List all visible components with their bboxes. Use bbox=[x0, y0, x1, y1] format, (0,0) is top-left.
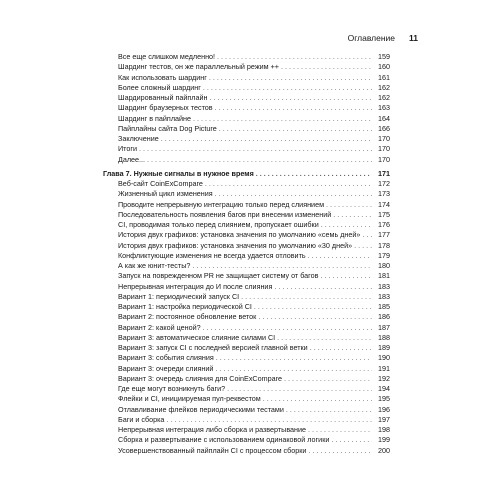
toc-entry-title: Непрерывная интеграция либо сборка и развертывание bbox=[118, 425, 307, 434]
toc-entry bbox=[103, 323, 390, 333]
toc-entry-page: 173 bbox=[378, 189, 390, 199]
toc-entry-page: 191 bbox=[378, 363, 390, 373]
toc-entry-title: Итоги bbox=[118, 144, 138, 154]
dot-leader bbox=[193, 114, 372, 124]
toc-entry-page: 186 bbox=[378, 312, 390, 322]
toc-entry-title: Где еще могут возникнуть баги? bbox=[118, 384, 226, 393]
dot-leader bbox=[203, 323, 372, 333]
toc-entry bbox=[103, 312, 390, 322]
toc-entry-title: Последовательность появления багов при внесении изменений bbox=[118, 209, 332, 219]
toc-entry-title: Пайплайны сайта Dog Picture bbox=[118, 123, 217, 133]
dot-leader bbox=[277, 333, 372, 343]
dot-leader bbox=[254, 302, 372, 312]
toc-entry-title: Как использовать шардинг bbox=[118, 72, 207, 82]
dot-leader bbox=[310, 343, 372, 353]
toc-entry bbox=[103, 261, 390, 271]
toc-entry-page: 189 bbox=[378, 343, 390, 352]
toc-entry-page: 177 bbox=[378, 230, 390, 240]
toc-entry bbox=[103, 52, 390, 62]
dot-leader bbox=[203, 83, 372, 93]
toc-entry bbox=[103, 230, 390, 240]
toc-entry-title: Непрерывная интеграция до И после слияния bbox=[118, 281, 273, 291]
toc-entry-page: 162 bbox=[378, 93, 390, 102]
toc-entry bbox=[103, 155, 390, 165]
dot-leader bbox=[286, 405, 372, 415]
toc-entry bbox=[103, 333, 390, 343]
toc-entry bbox=[103, 83, 390, 93]
toc-entry-title: CI, проводимая только перед слиянием, пропускает ошибки bbox=[118, 220, 319, 229]
toc-entry-page: 199 bbox=[378, 435, 390, 445]
toc-entry bbox=[103, 415, 390, 425]
toc-entry-title: Вариант 3: очереди слияний bbox=[118, 363, 214, 373]
toc-entry bbox=[103, 93, 390, 103]
table-of-contents bbox=[103, 52, 390, 456]
toc-entry bbox=[103, 405, 390, 415]
toc-entry-title: История двух графиков: установка значения по умолчанию «30 дней» bbox=[118, 240, 353, 250]
toc-entry-title: Заключение bbox=[118, 134, 159, 143]
dot-leader bbox=[274, 282, 372, 292]
toc-entry-page: 187 bbox=[378, 322, 390, 332]
dot-leader bbox=[284, 374, 372, 384]
toc-entry-title: Вариант 3: очередь слияния для CoinExCompare bbox=[118, 373, 282, 383]
toc-entry bbox=[103, 103, 390, 113]
toc-entry-page: 180 bbox=[378, 261, 390, 270]
toc-entry-page: 195 bbox=[378, 394, 390, 404]
toc-entry bbox=[103, 374, 390, 384]
toc-entry-title: Шардинг в пайплайне bbox=[118, 113, 191, 123]
toc-entry bbox=[103, 425, 390, 435]
toc-entry bbox=[103, 241, 390, 251]
toc-entry-title: Глава 7. Нужные сигналы в нужное время bbox=[103, 168, 254, 178]
toc-entry-title: Вариант 1: периодический запуск CI bbox=[118, 291, 240, 301]
toc-entry bbox=[103, 179, 390, 189]
toc-entry bbox=[103, 189, 390, 199]
toc-entry-title: Шардинг тестов, он же параллельный режим ++ bbox=[118, 62, 279, 72]
toc-entry bbox=[103, 302, 390, 312]
dot-leader bbox=[354, 241, 372, 251]
dot-leader bbox=[321, 220, 372, 230]
toc-entry bbox=[103, 394, 390, 404]
dot-leader bbox=[192, 261, 372, 271]
dot-leader bbox=[241, 292, 372, 302]
toc-entry-title: А как же юнит-тесты? bbox=[118, 261, 191, 270]
toc-entry-title: Проводите непрерывную интеграцию только перед слиянием bbox=[118, 199, 325, 209]
dot-leader bbox=[215, 189, 372, 199]
toc-entry-title: Флейки и CI, инициируемая пул-реквестом bbox=[118, 394, 261, 404]
dot-leader bbox=[216, 353, 372, 363]
toc-chapter-entry bbox=[103, 169, 390, 179]
toc-entry-title: История двух графиков: установка значения по умолчанию «семь дней» bbox=[118, 230, 361, 240]
page-number: 11 bbox=[409, 33, 418, 43]
toc-entry-page: 185 bbox=[378, 302, 390, 311]
toc-entry-title: Баги и сборка bbox=[118, 414, 165, 424]
dot-leader bbox=[331, 435, 372, 445]
toc-entry bbox=[103, 114, 390, 124]
dot-leader bbox=[320, 271, 372, 281]
toc-entry-page: 183 bbox=[378, 291, 390, 301]
toc-entry-title: Все еще слишком медленно! bbox=[118, 52, 216, 61]
toc-entry-page: 175 bbox=[378, 209, 390, 219]
toc-entry-title: Вариант 1: настройка периодической CI bbox=[118, 302, 252, 311]
toc-entry-page: 164 bbox=[378, 113, 390, 123]
dot-leader bbox=[139, 144, 372, 154]
toc-entry bbox=[103, 292, 390, 302]
toc-entry-page: 178 bbox=[378, 240, 390, 250]
toc-entry-title: Запуск на поврежденном PR не защищает систему от багов bbox=[118, 271, 319, 281]
dot-leader bbox=[166, 415, 372, 425]
toc-entry-page: 196 bbox=[378, 404, 390, 414]
toc-entry bbox=[103, 364, 390, 374]
toc-entry bbox=[103, 200, 390, 210]
toc-entry-page: 166 bbox=[378, 123, 390, 133]
dot-leader bbox=[161, 134, 372, 144]
dot-leader bbox=[258, 312, 372, 322]
toc-entry bbox=[103, 144, 390, 154]
toc-entry bbox=[103, 73, 390, 83]
dot-leader bbox=[215, 103, 372, 113]
dot-leader bbox=[209, 93, 372, 103]
toc-entry-title: Далее... bbox=[118, 154, 146, 164]
dot-leader bbox=[308, 446, 372, 456]
dot-leader bbox=[215, 364, 372, 374]
toc-entry-page: 200 bbox=[378, 445, 390, 455]
toc-entry-title: Усовершенствованный пайплайн CI с процессом сборки bbox=[118, 445, 307, 455]
toc-entry-page: 190 bbox=[378, 353, 390, 363]
toc-entry-page: 176 bbox=[378, 220, 390, 229]
toc-entry-page: 197 bbox=[378, 414, 390, 424]
toc-entry-page: 170 bbox=[378, 154, 390, 164]
toc-entry-page: 161 bbox=[378, 72, 390, 82]
dot-leader bbox=[219, 124, 372, 134]
toc-entry-title: Вариант 2: постоянное обновление веток bbox=[118, 312, 257, 322]
toc-entry bbox=[103, 62, 390, 72]
dot-leader bbox=[227, 384, 372, 394]
dot-leader bbox=[308, 425, 372, 435]
dot-leader bbox=[308, 251, 372, 261]
toc-entry-page: 162 bbox=[378, 82, 390, 92]
toc-entry-title: Вариант 3: запуск CI с последней версией главной ветки bbox=[118, 343, 308, 352]
dot-leader bbox=[209, 73, 372, 83]
toc-entry-page: 188 bbox=[378, 332, 390, 342]
toc-entry-title: Вариант 3: автоматическое слияние силами CI bbox=[118, 332, 276, 342]
toc-entry bbox=[103, 384, 390, 394]
dot-leader bbox=[362, 230, 372, 240]
toc-entry-page: 172 bbox=[378, 179, 390, 188]
dot-leader bbox=[217, 52, 372, 62]
toc-entry-page: 160 bbox=[378, 62, 390, 72]
toc-entry-title: Шардированный пайплайн bbox=[118, 93, 208, 102]
toc-entry-title: Шардинг браузерных тестов bbox=[118, 103, 213, 113]
toc-entry-title: Отлавливание флейков периодическими тестами bbox=[118, 404, 284, 414]
dot-leader bbox=[281, 62, 372, 72]
toc-entry-title: Вариант 3: события слияния bbox=[118, 353, 214, 363]
toc-entry bbox=[103, 210, 390, 220]
toc-entry bbox=[103, 271, 390, 281]
dot-leader bbox=[333, 210, 372, 220]
toc-entry-title: Вариант 2: какой ценой? bbox=[118, 322, 201, 332]
dot-leader bbox=[205, 179, 372, 189]
toc-entry bbox=[103, 343, 390, 353]
toc-entry-title: Жизненный цикл изменения bbox=[118, 189, 213, 199]
toc-entry-title: Сборка и развертывание с использованием одинаковой логики bbox=[118, 435, 330, 445]
toc-entry bbox=[103, 124, 390, 134]
toc-entry-page: 170 bbox=[378, 134, 390, 143]
dot-leader bbox=[263, 394, 372, 404]
toc-entry-title: Веб-сайт CoinExCompare bbox=[118, 179, 203, 188]
toc-entry-page: 163 bbox=[378, 103, 390, 113]
running-header bbox=[348, 33, 418, 43]
toc-entry-page: 174 bbox=[378, 199, 390, 209]
toc-entry bbox=[103, 220, 390, 230]
toc-entry bbox=[103, 435, 390, 445]
toc-entry bbox=[103, 251, 390, 261]
toc-entry-page: 192 bbox=[378, 373, 390, 383]
toc-entry-page: 181 bbox=[378, 271, 390, 281]
dot-leader bbox=[147, 155, 372, 165]
toc-entry-page: 171 bbox=[378, 168, 390, 178]
toc-entry-page: 194 bbox=[378, 384, 390, 393]
toc-entry bbox=[103, 353, 390, 363]
toc-entry-page: 183 bbox=[378, 281, 390, 291]
dot-leader bbox=[256, 169, 372, 179]
toc-entry-page: 179 bbox=[378, 250, 390, 260]
toc-entry bbox=[103, 446, 390, 456]
section-title: Оглавление bbox=[347, 33, 395, 43]
toc-entry-title: Конфликтующие изменения не всегда удается отловить bbox=[118, 250, 306, 260]
toc-entry-page: 170 bbox=[378, 144, 390, 154]
toc-entry-title: Более сложный шардинг bbox=[118, 82, 201, 92]
dot-leader bbox=[326, 200, 372, 210]
toc-entry bbox=[103, 134, 390, 144]
toc-entry-page: 159 bbox=[378, 52, 390, 61]
toc-entry-page: 198 bbox=[378, 425, 390, 434]
toc-entry bbox=[103, 282, 390, 292]
